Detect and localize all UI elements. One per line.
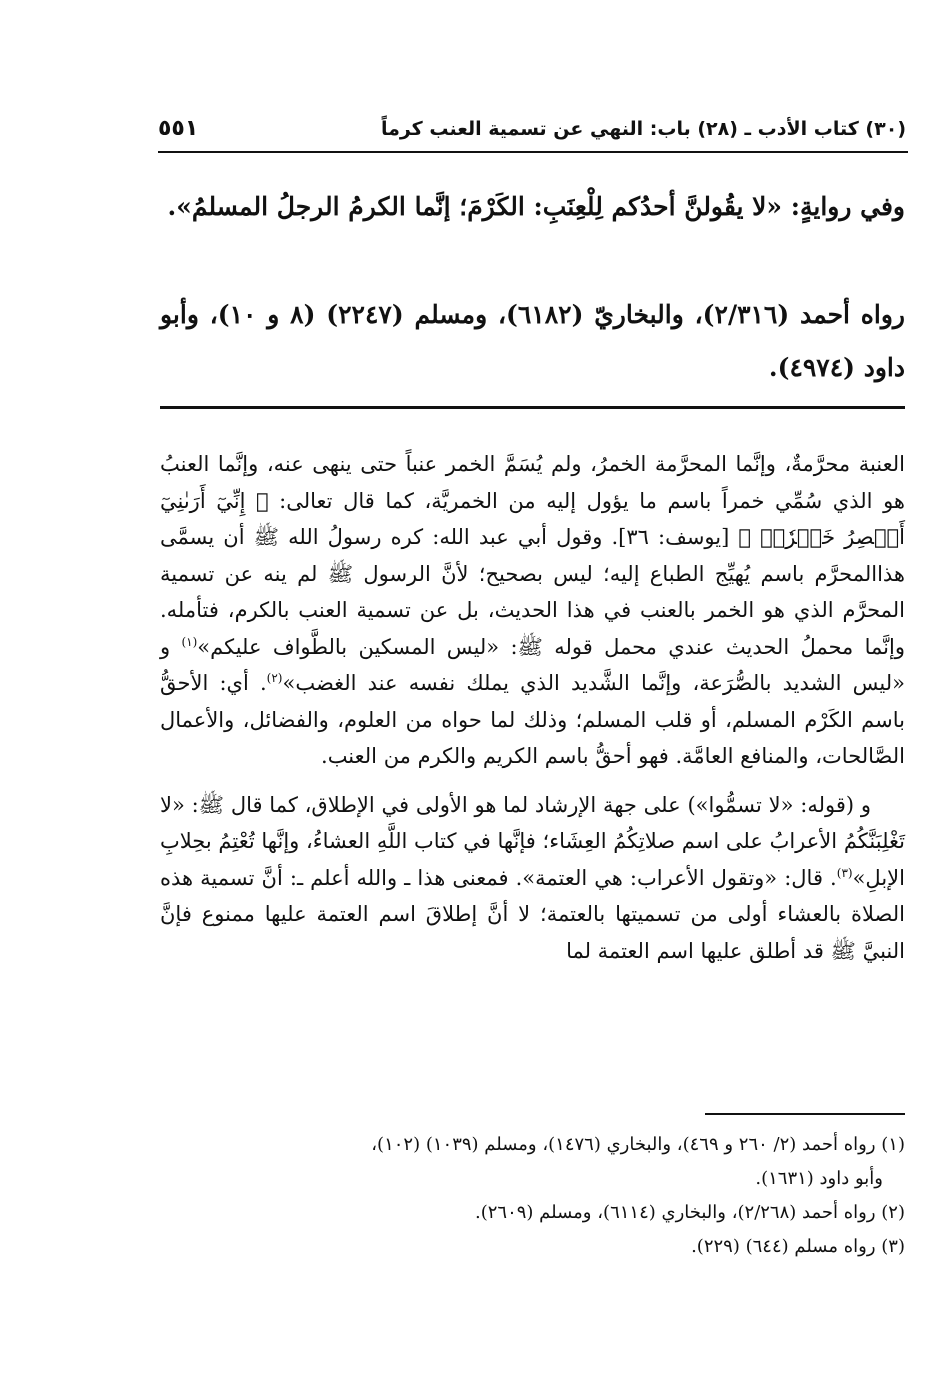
footnote-1: (١) رواه أحمد (٢/ ٢٦٠ و ٤٦٩)، والبخاري (١٤٧٦)، ومسلم (١٠٣٩) (١٠٢)، [371, 1134, 905, 1155]
commentary-text: و «ليس الشديد بالصُّرَعة، وإنَّما الشَّديد الذي يملك نفسه عند الغضب» [160, 634, 905, 695]
commentary [160, 446, 905, 969]
page-number: ٥٥١ [158, 116, 199, 141]
commentary-text: و (قوله: «لا تسمُّوا») على جهة الإرشاد لما هو الأولى في الإطلاق، كما قال ﷺ: «لا تَغْلِبَنَّكُمُ الأعرابُ على اسم صلاتِكُمُ العِشَاء؛ فإنَّها في كتاب اللَّهِ العشاءُ، وإنَّها تُعْتِمُ بحِلابِ الإبلِ» [160, 792, 905, 890]
running-header-title: (٣٠) كتاب الأدب ـ (٢٨) باب: النهي عن تسمية العنب كرماً [380, 118, 906, 140]
footnote-ref-1[interactable]: (١) [181, 634, 198, 649]
footnotes [160, 1128, 905, 1264]
hadith-text: وفي روايةٍ: «لا يقُولنَّ أحدُكم لِلْعِنَبِ: الكَرْمَ؛ إنَّما الكرمُ الرجلُ المسلمُ». [167, 192, 905, 221]
footnote-3: (٣) رواه مسلم (٦٤٤) (٢٢٩). [691, 1236, 905, 1257]
commentary-paragraph [160, 446, 905, 775]
commentary-paragraph [160, 787, 905, 970]
hadith-takhrij: رواه أحمد (٢/٣١٦)، والبخاريّ (٦١٨٢)، ومسلم (٢٢٤٧) (٨ و ١٠)، وأبو داود (٤٩٧٤). [160, 300, 905, 382]
commentary-text: العنبة محرَّمةٌ، وإنَّما المحرَّمة الخمرُ، ولم يُسَمَّ الخمر عنباً حتى ينهى عنه، وإنَّما العنبُ هو الذي سُمِّي خمراً باسم ما يؤول إليه من الخمريَّة، كما قال تعالى: ﴿ إِنِّيٓ أَرَىٰنِيٓ أَعۡصِرُ خَمۡرٗاۖ ﴾ [يوسف: ٣٦]. وقول أبي عبد الله: كره رسولُ الله ﷺ أن يسمَّى هذاالمحرَّم باسم يُهيِّج الطباع إليه؛ ليس بصحيح؛ لأنَّ الرسول ﷺ لم ينه عن تسمية المحرَّم الذي هو الخمر بالعنب في هذا الحديث، بل عن تسمية العنب بالكرم، فتأمله. وإنَّما محملُ الحديث عندي محمل قوله ﷺ: «ليس المسكين بالطَّواف عليكم» [160, 452, 905, 659]
commentary-text: . أي: الأحقُّ باسم الكَرْم المسلم، أو قلب المسلم؛ وذلك لما حواه من العلوم، والفضائل، والأعمال الصَّالحات، والمنافع العامَّة. فهو أحقُّ باسم الكريم والكرم من العنب. [160, 671, 905, 768]
footnote-ref-3[interactable]: (٣) [836, 865, 853, 880]
footnote-divider [705, 1113, 905, 1115]
running-header [158, 112, 906, 150]
footnote-2: (٢) رواه أحمد (٢/٢٦٨)، والبخاري (٦١١٤)، ومسلم (٢٦٠٩). [475, 1202, 905, 1223]
commentary-text: . قال: «وتقول الأعراب: هي العتمة». فمعنى هذا ـ والله أعلم ـ: أنَّ تسمية هذه الصلاة بالعشاء أولى من تسميتها بالعتمة؛ لا أنَّ إطلاقَ اسم العتمة عليها ممنوع فإنَّ النبيَّ ﷺ قد أطلق عليها اسم العتمة لما [160, 865, 905, 963]
header-divider [158, 151, 908, 153]
footnote-1-continuation: وأبو داود (١٦٣١). [755, 1168, 883, 1189]
section-divider [160, 406, 905, 409]
footnote-ref-2[interactable]: (٢) [266, 671, 283, 685]
